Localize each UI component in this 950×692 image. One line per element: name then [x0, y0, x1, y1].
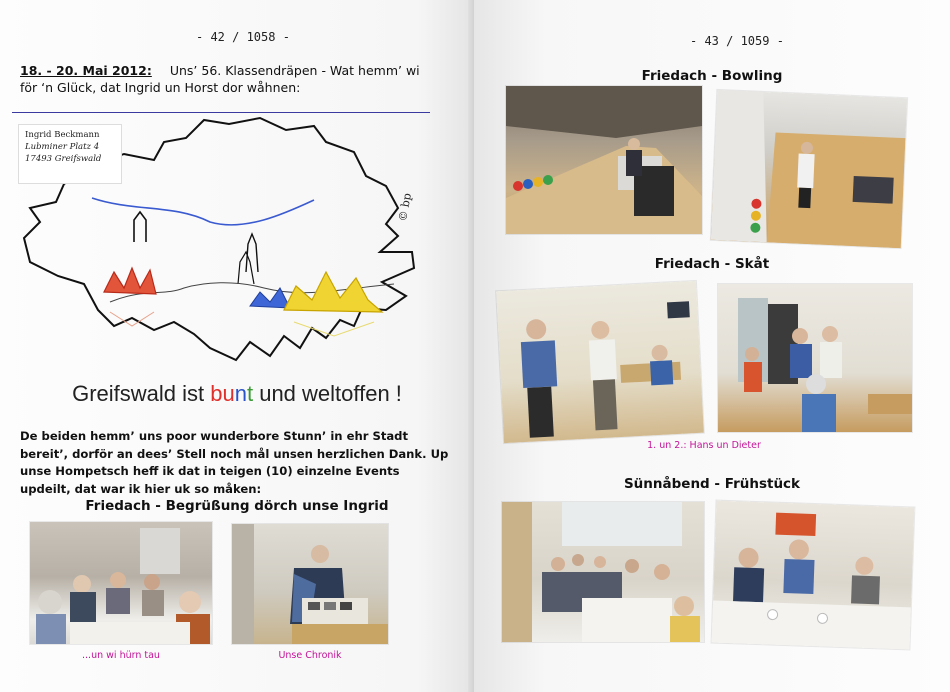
caption-skat-players: 1. un 2.: Hans un Dieter — [647, 440, 761, 451]
motto-n: n — [234, 381, 247, 406]
motto-bu: bu — [210, 381, 235, 406]
right-page — [474, 0, 950, 692]
intro-text — [20, 62, 440, 96]
heading-breakfast: Sünnåbend - Frühstück — [623, 476, 801, 492]
photo-guests-table — [30, 522, 212, 644]
intro-sentence: Uns’ 56. Klassendräpen - Wat hemm’ wi för ‘n Glück, dat Ingrid un Horst dor wåhnen: — [20, 63, 420, 95]
address-city: 17493 Greifswald — [25, 154, 102, 164]
photo-skat-dieter — [718, 284, 912, 432]
heading-bowling: Friedach - Bowling — [641, 68, 783, 84]
motto-t: t — [246, 381, 254, 406]
caption-guests: ...un wi hürn tau — [82, 650, 160, 661]
event-date: 18. - 20. Mai 2012: — [20, 63, 152, 78]
body-paragraph: De beiden hemm’ uns poor wunderbore Stunn’ in ehr Stadt bereit’, dorför an dees’ Stell noch mål unsen herzlichen Dank. Up unse Hompetsch heff ik dat in teigen (10) einzelne Events updeilt, dat war ik hier uk so måken: — [20, 429, 449, 496]
photo-breakfast-table — [712, 501, 915, 650]
heading-greeting: Friedach - Begrüßung dörch unse Ingrid — [85, 498, 389, 514]
artist-signature: © bp — [396, 192, 414, 223]
address-label — [18, 124, 122, 184]
page-number-right: - 43 / 1059 - — [690, 34, 784, 48]
page-number-left: - 42 / 1058 - — [196, 30, 290, 44]
address-name: Ingrid Beckmann — [25, 130, 100, 140]
photo-bowling-player — [711, 90, 907, 248]
heading-skat: Friedach - Skåt — [654, 256, 770, 272]
address-street: Lubminer Platz 4 — [25, 142, 100, 152]
photo-chronicle — [232, 524, 388, 644]
left-page — [0, 0, 474, 692]
photo-skat-hans — [496, 281, 704, 443]
motto — [0, 381, 474, 407]
caption-chronicle: Unse Chronik — [278, 650, 342, 661]
photo-breakfast-hall — [502, 502, 704, 642]
motto-part2: und weltoffen ! — [253, 381, 402, 406]
photo-bowling-lanes — [506, 86, 702, 234]
motto-part1: Greifswald ist — [72, 381, 211, 406]
